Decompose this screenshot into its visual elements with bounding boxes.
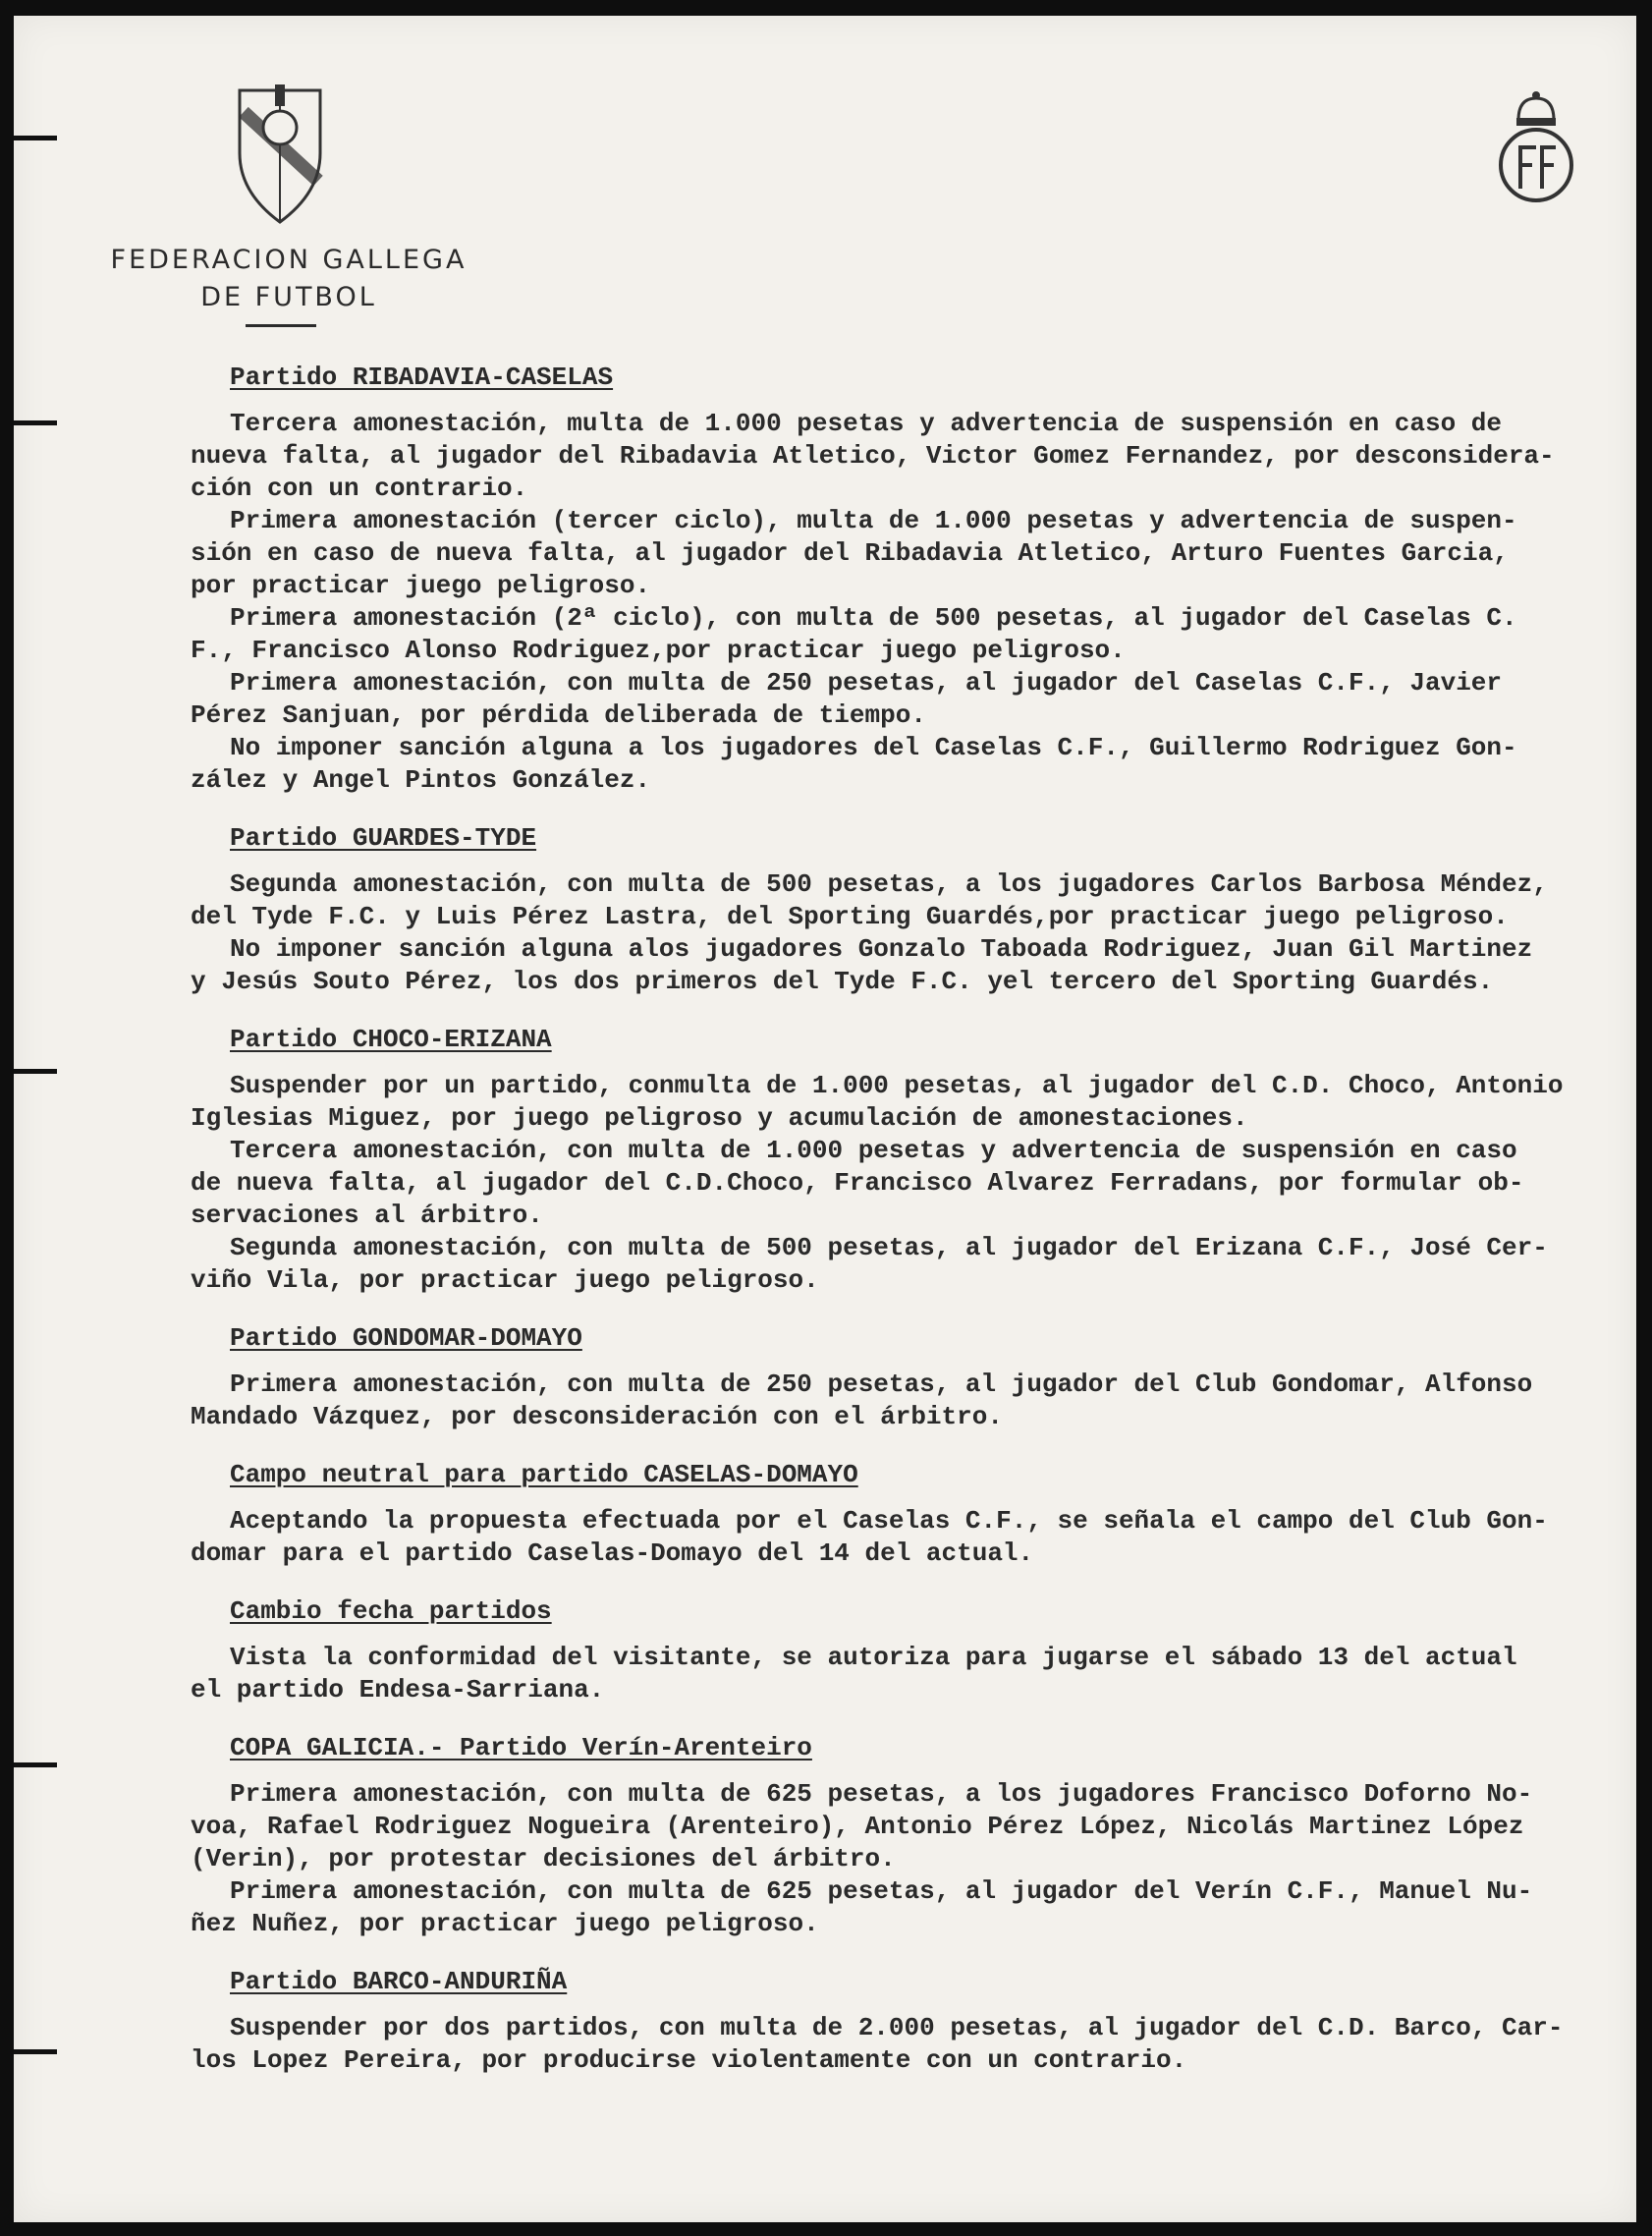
section-guardes-tyde (191, 822, 1644, 998)
paragraph: Primera amonestación, con multa de 625 pesetas, al jugador del Verín C.F., Manuel Nu- ñez Nuñez, por practicar juego peligroso. (191, 1876, 1533, 1938)
paragraph: No imponer sanción alguna a los jugadores del Caselas C.F., Guillermo Rodriguez Gon- zález y Angel Pintos González. (191, 733, 1517, 795)
paragraph: Vista la conformidad del visitante, se autoriza para jugarse el sábado 13 del actual el partido Endesa-Sarriana. (191, 1643, 1517, 1705)
section-ribadavia-caselas (191, 362, 1644, 797)
paragraph: Primera amonestación (tercer ciclo), multa de 1.000 pesetas y advertencia de suspen- sión en caso de nueva falta, al jugador del Ribadavia Atletico, Arturo Fuentes Garcia, por practicar juego peligroso. (191, 506, 1517, 600)
paragraph: Tercera amonestación, multa de 1.000 pesetas y advertencia de suspensión en caso de nueva falta, al jugador del Ribadavia Atletico, Victor Gomez Fernandez, por desconsidera- ción con un contrario. (191, 409, 1555, 503)
document-page (14, 16, 1636, 2222)
section-campo-neutral (191, 1459, 1644, 1570)
paragraph: Suspender por dos partidos, con multa de 2.000 pesetas, al jugador del C.D. Barco, Car- los Lopez Pereira, por producirse violentamente con un contrario. (191, 2013, 1564, 2075)
federation-name (83, 242, 495, 316)
federation-shield-logo-icon (236, 84, 324, 228)
section-heading: Cambio fecha partidos (230, 1596, 552, 1626)
paragraph: Segunda amonestación, con multa de 500 pesetas, al jugador del Erizana C.F., José Cer- viño Vila, por practicar juego peligroso. (191, 1233, 1548, 1295)
section-heading: Partido GUARDES-TYDE (230, 823, 537, 853)
paragraph: Primera amonestación, con multa de 250 pesetas, al jugador del Caselas C.F., Javier Pérez Sanjuan, por pérdida deliberada de tiempo. (191, 668, 1503, 730)
binder-mark (14, 420, 57, 425)
paragraph: Segunda amonestación, con multa de 500 pesetas, a los jugadores Carlos Barbosa Méndez, del Tyde F.C. y Luis Pérez Lastra, del Sporting Guardés,por practicar juego peligroso. (191, 869, 1548, 931)
section-heading: Partido CHOCO-ERIZANA (230, 1025, 552, 1054)
royal-crest-logo-icon (1497, 90, 1575, 206)
paragraph: Aceptando la propuesta efectuada por el Caselas C.F., se señala el campo del Club Gon- domar para el partido Caselas-Domayo del 14 del actual. (191, 1506, 1548, 1568)
header-divider (246, 324, 316, 327)
binder-mark (14, 1069, 57, 1074)
section-cambio-fecha (191, 1595, 1644, 1706)
federation-name-line2: DE FUTBOL (200, 282, 377, 312)
paragraph: Primera amonestación, con multa de 625 pesetas, a los jugadores Francisco Doforno No- voa, Rafael Rodriguez Nogueira (Arenteiro), Antonio Pérez López, Nicolás Martinez López (Verin), por protestar decisiones del árbitro. (191, 1779, 1533, 1873)
section-gondomar-domayo (191, 1322, 1644, 1433)
binder-mark (14, 136, 57, 140)
paragraph: No imponer sanción alguna alos jugadores Gonzalo Taboada Rodriguez, Juan Gil Martinez y Jesús Souto Pérez, los dos primeros del Tyde F.C. yel tercero del Sporting Guardés. (191, 934, 1533, 996)
federation-name-line1: FEDERACION GALLEGA (110, 245, 468, 275)
binder-mark (14, 2049, 57, 2054)
paragraph: Primera amonestación (2ª ciclo), con multa de 500 pesetas, al jugador del Caselas C. F., Francisco Alonso Rodriguez,por practicar juego peligroso. (191, 603, 1517, 665)
section-heading: Partido BARCO-ANDURIÑA (230, 1967, 568, 1996)
paragraph: Primera amonestación, con multa de 250 pesetas, al jugador del Club Gondomar, Alfonso Mandado Vázquez, por desconsideración con el árbitro. (191, 1370, 1533, 1431)
paragraph: Tercera amonestación, con multa de 1.000 pesetas y advertencia de suspensión en caso de nueva falta, al jugador del C.D.Choco, Francisco Alvarez Ferradans, por formular ob- servaciones al árbitro. (191, 1136, 1524, 1230)
section-heading: Campo neutral para partido CASELAS-DOMAYO (230, 1460, 858, 1489)
section-heading: Partido GONDOMAR-DOMAYO (230, 1323, 582, 1353)
paragraph: Suspender por un partido, conmulta de 1.000 pesetas, al jugador del C.D. Choco, Antonio Iglesias Miguez, por juego peligroso y acumulación de amonestaciones. (191, 1071, 1564, 1133)
section-heading: Partido RIBADAVIA-CASELAS (230, 363, 614, 392)
section-heading: COPA GALICIA.- Partido Verín-Arenteiro (230, 1733, 812, 1762)
section-copa-galicia (191, 1732, 1644, 1940)
binder-mark (14, 1762, 57, 1767)
section-choco-erizana (191, 1024, 1644, 1297)
document-body (191, 362, 1644, 2102)
section-barco-andurina (191, 1966, 1644, 2077)
